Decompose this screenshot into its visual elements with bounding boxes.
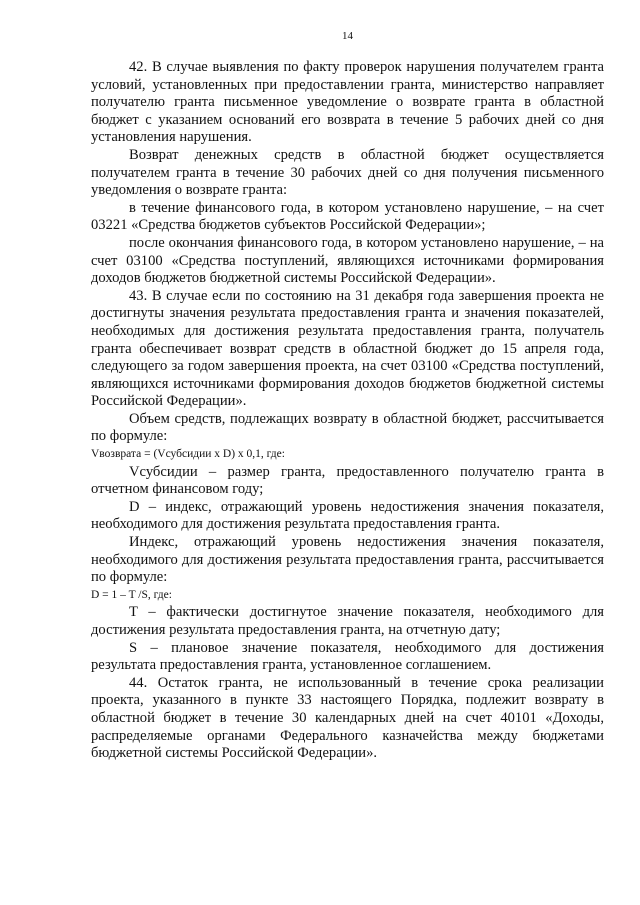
page-number: 14 xyxy=(342,30,353,42)
definition-v-subsidy: Vсубсидии – размер гранта, предоставленного получателю гранта в отчетном финансовом году; xyxy=(91,463,604,498)
document-body xyxy=(91,59,604,763)
formula-refund: Vвозврата = (Vсубсидии x D) x 0,1, где: xyxy=(91,448,285,461)
paragraph-refund-volume: Объем средств, подлежащих возврату в областной бюджет, рассчитывается по формуле: xyxy=(91,410,604,445)
definition-t-actual: T – фактически достигнутое значение показателя, необходимого для достижения результата предоставления гранта, на отчетную дату; xyxy=(91,604,604,638)
formula-index: D = 1 – T /S, где: xyxy=(91,588,172,601)
paragraph-account-03100: после окончания финансового года, в котором установлено нарушение, – на счет 03100 «Средства поступлений, являющихся источниками формирования доходов бюджетов бюджетной системы Российской Федерации». xyxy=(91,234,604,287)
paragraph-account-03221: в течение финансового года, в котором установлено нарушение, – на счет 03221 «Средства бюджетов субъектов Российской Федерации»; xyxy=(91,199,604,234)
paragraph-refund-term: Возврат денежных средств в областной бюджет осуществляется получателем гранта в течение 30 рабочих дней со дня получения письменного уведомления о возврате гранта: xyxy=(91,146,604,199)
paragraph-43-results: 43. В случае если по состоянию на 31 декабря года завершения проекта не достигнуты значения результата предоставления гранта и значения показателей, необходимых для достижения результата предоставления гранта, получатель гранта обеспечивает возврат средств в областной бюджет до 15 апреля года, следующего за годом завершения проекта, на счет 03100 «Средства поступлений, являющихся источниками формирования доходов бюджетов бюджетной системы Российской Федерации». xyxy=(91,287,604,410)
paragraph-42-violation: 42. В случае выявления по факту проверок нарушения получателем гранта условий, установленных при предоставлении гранта, министерство направляет получателю гранта письменное уведомление о возврате гранта в областной бюджет с указанием оснований его возврата в течение 5 рабочих дней со дня установления нарушения. xyxy=(91,59,604,146)
definition-d-index: D – индекс, отражающий уровень недостижения значения показателя, необходимого для достижения результата предоставления гранта. xyxy=(91,498,604,533)
paragraph-44-remainder: 44. Остаток гранта, не использованный в течение срока реализации проекта, указанного в пункте 33 настоящего Порядка, подлежит возврату в областной бюджет в течение 30 календарных дней на счет 40101 «Доходы, распределяемые органами Федерального казначейства между бюджетами бюджетной системы Российской Федерации». xyxy=(91,674,604,762)
paragraph-index-calc: Индекс, отражающий уровень недостижения значения показателя, необходимого для достижения результата предоставления гранта, рассчитывается по формуле: xyxy=(91,534,604,586)
definition-s-planned: S – плановое значение показателя, необходимого для достижения результата предоставления гранта, установленное соглашением. xyxy=(91,639,604,674)
